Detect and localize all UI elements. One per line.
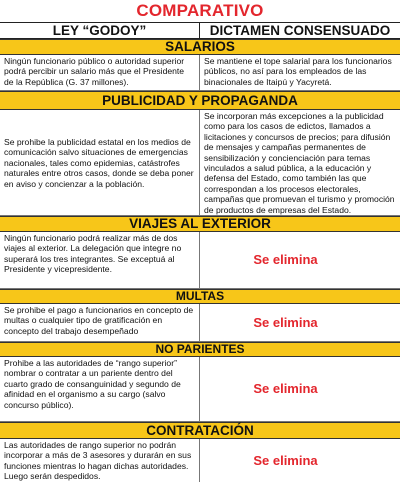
section-header-publicidad: PUBLICIDAD Y PROPAGANDA bbox=[0, 91, 400, 110]
section-header-multas: MULTAS bbox=[0, 289, 400, 304]
section-row-publicidad bbox=[0, 110, 400, 216]
ley-godoy-text-viajes: Ningún funcionario podrá realizar más de dos viajes al exterior. La delegación que integre no superará los tres integrantes. Se exceptuá al Presidente y vicepresidente. bbox=[0, 232, 200, 288]
dictamen-cell-multas bbox=[200, 304, 400, 341]
dictamen-cell-contratacion bbox=[200, 439, 400, 482]
se-elimina-label-no-parientes: Se elimina bbox=[253, 381, 318, 397]
ley-godoy-text-salarios: Ningún funcionario público o autoridad superior podrá percibir un salario más que el Presidente de la República (G. 37 millones). bbox=[0, 55, 200, 90]
section-row-salarios bbox=[0, 55, 400, 91]
se-elimina-label-contratacion: Se elimina bbox=[253, 452, 318, 468]
ley-godoy-text-no-parientes: Prohibe a las autoridades de “rango superior” nombrar o contratar a un pariente dentro del cuarto grado de consanguinidad y segundo de afinidad en el organismo a su cargo (salvo concurso público). bbox=[0, 357, 200, 421]
ley-godoy-text-multas: Se prohibe el pago a funcionarios en concepto de multas o cualquier tipo de gratificación en concepto del trabajo desempeñado bbox=[0, 304, 200, 341]
section-row-multas bbox=[0, 304, 400, 342]
section-row-contratacion bbox=[0, 439, 400, 482]
section-row-viajes bbox=[0, 232, 400, 289]
page-title: COMPARATIVO bbox=[136, 1, 264, 20]
dictamen-text-salarios: Se mantiene el tope salarial para los funcionarios públicos, no así para los empleados de las binacionales de Itaipú y Yacyretá. bbox=[204, 56, 392, 87]
column-header-ley-godoy: LEY “GODOY” bbox=[0, 23, 200, 38]
ley-godoy-text-contratacion: Las autoridades de rango superior no podrán incorporar a más de 3 asesores y durarán en sus funciones mientras lo hagan dichas autoridades. Luego serán despedidos. bbox=[0, 439, 200, 482]
section-header-viajes: VIAJES AL EXTERIOR bbox=[0, 216, 400, 232]
column-header-row bbox=[0, 22, 400, 39]
se-elimina-label-viajes: Se elimina bbox=[253, 252, 318, 268]
section-header-no-parientes: NO PARIENTES bbox=[0, 342, 400, 357]
section-header-salarios: SALARIOS bbox=[0, 39, 400, 55]
ley-godoy-text-publicidad bbox=[0, 110, 200, 215]
se-elimina-label-multas: Se elimina bbox=[253, 314, 318, 330]
ley-godoy-text-publicidad-content: Se prohibe la publicidad estatal en los medios de comunicación salvo situaciones de emergencias nacionales, tales como epidemias, catástrofes naturales entre otros casos, donde se deba poner en aviso y concienzar a la población. bbox=[4, 136, 194, 189]
dictamen-text-publicidad: Se incorporan más excepciones a la publicidad como para los casos de edictos, llamados a licitaciones y concursos de precios; para difusión de mensajes y campañas permanentes de sensibilización y concienciación para temas vinculados a salud pública, a la educación y defensa del Estado, como también las que correspondan a los procesos electorales, campañas que promuevan el turismo y promoción de productos de empresas del Estado. bbox=[204, 111, 395, 215]
column-header-dictamen: DICTAMEN CONSENSUADO bbox=[209, 23, 391, 38]
section-header-contratacion: CONTRATACIÓN bbox=[0, 422, 400, 439]
dictamen-cell-viajes bbox=[200, 232, 400, 288]
section-row-no-parientes bbox=[0, 357, 400, 422]
dictamen-cell-no-parientes bbox=[200, 357, 400, 421]
